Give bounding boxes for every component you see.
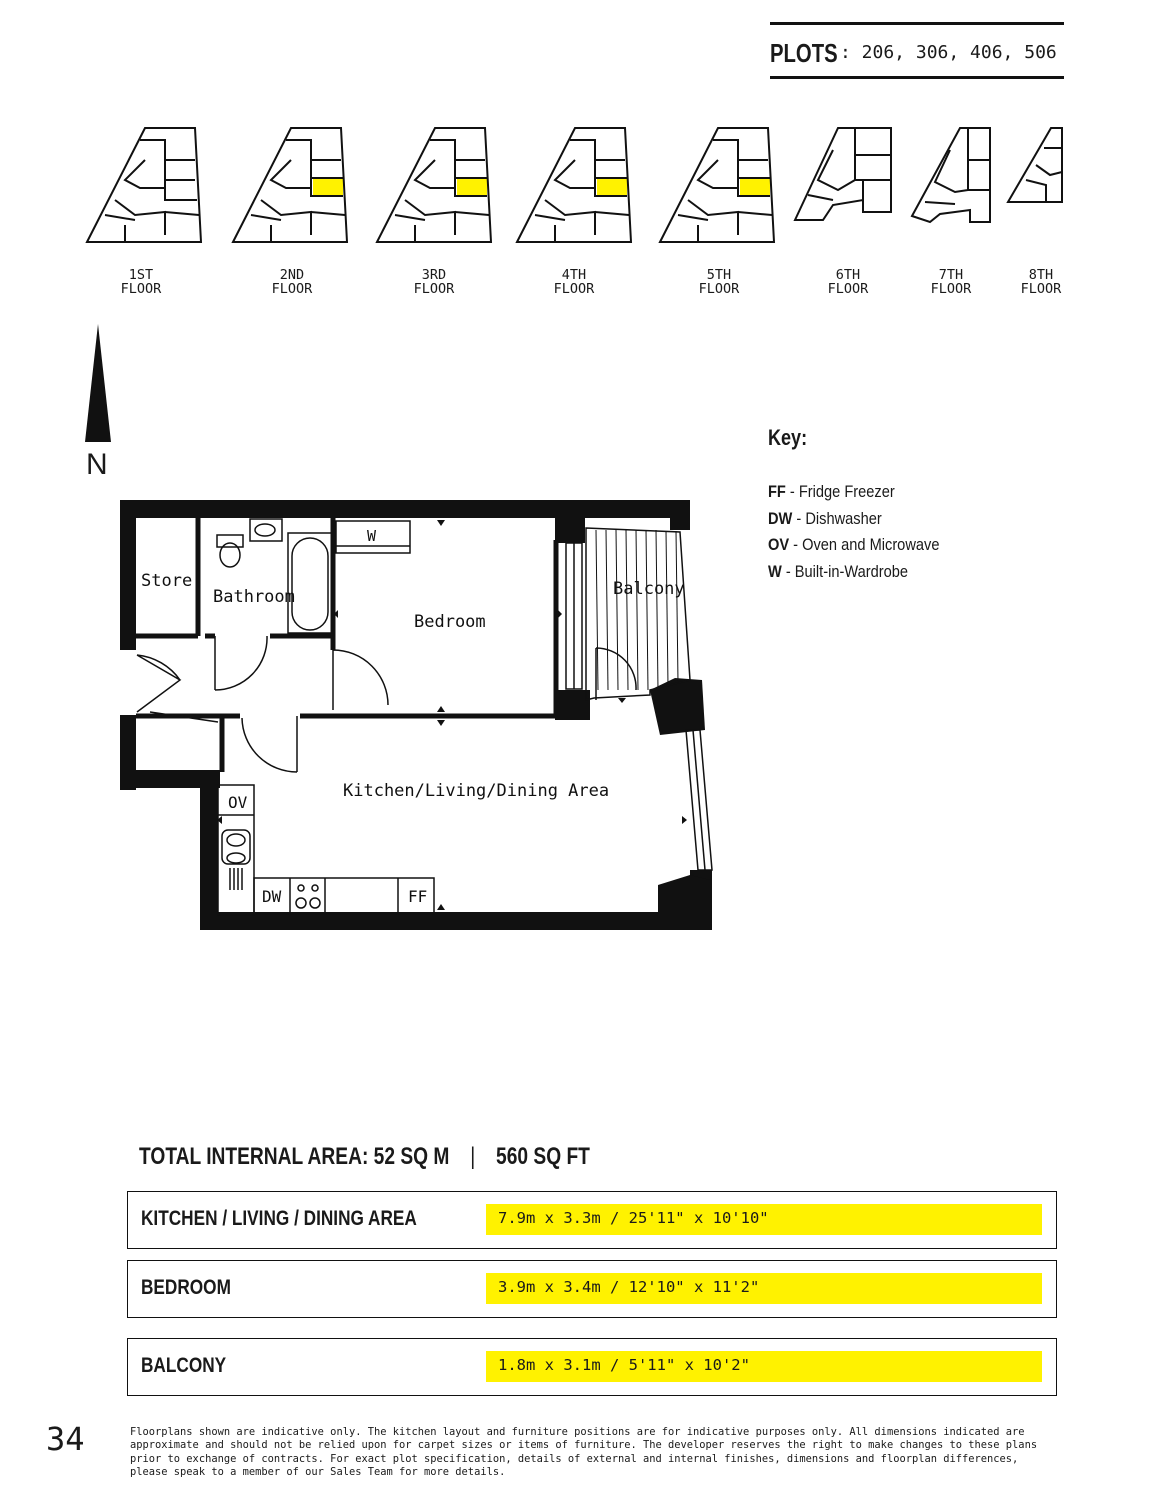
room-name: BALCONY [141,1354,227,1377]
floor-label-4: 4TH FLOOR [553,267,595,297]
room-label-bedroom: Bedroom [414,612,486,632]
north-label: N [86,448,108,481]
room-row-bedroom [127,1260,1057,1318]
floor-label-2: 2ND FLOOR [271,267,313,297]
room-dims: 3.9m x 3.4m / 12'10" x 11'2" [486,1273,1042,1304]
floor-label-8: 8TH FLOOR [1020,267,1062,297]
disclaimer: Floorplans shown are indicative only. The kitchen layout and furniture positions are for indicative purposes only. All dimensions indicated are approximate and should not be relied upon for carpet sizes or items of furniture. The developer reserves the right to make changes to these plans prior to exchange of contracts. For exact plot specification, details of external and internal finishes, dimensions and floorplan differences, please speak to a member of our Sales Team for more details. [130,1426,1038,1478]
floor-5-keyplan [658,120,776,248]
floor-label-5: 5TH FLOOR [698,267,740,297]
page-number: 34 [46,1420,85,1458]
oven-label: OV [228,793,248,812]
key-item: OV - Oven and Microwave [768,535,940,554]
room-label-bathroom: Bathroom [213,587,295,607]
room-name: BEDROOM [141,1276,231,1299]
floor-6-keyplan [793,120,893,230]
key-list [768,482,967,588]
room-dims: 1.8m x 3.1m / 5'11" x 10'2" [486,1351,1042,1382]
floor-label-7: 7TH FLOOR [930,267,972,297]
floor-label-3: 3RD FLOOR [413,267,455,297]
floor-1-keyplan [85,120,203,248]
key-title: Key: [768,425,808,450]
room-name: KITCHEN / LIVING / DINING AREA [141,1207,417,1230]
floor-2-keyplan [231,120,349,248]
floor-4-keyplan [515,120,633,248]
room-label-store: Store [141,571,193,591]
floor-label-1: 1ST FLOOR [120,267,162,297]
total-area: TOTAL INTERNAL AREA: 52 SQ M | 560 SQ FT [139,1143,590,1170]
room-row-balcony [127,1338,1057,1396]
key-item: DW - Dishwasher [768,508,882,528]
room-label-kitchen: Kitchen/Living/Dining Area [343,781,610,801]
floorplan [100,490,720,935]
floor-7-keyplan [910,120,994,230]
key-item: W - Built-in-Wardrobe [768,561,909,581]
floor-3-keyplan [375,120,493,248]
room-dims: 7.9m x 3.3m / 25'11" x 10'10" [486,1204,1042,1235]
key-item: FF - Fridge Freezer [768,482,895,501]
fridge-label: FF [408,887,428,906]
floor-8-keyplan [1006,120,1066,210]
room-row-kitchen [127,1191,1057,1249]
floor-label-6: 6TH FLOOR [827,267,869,297]
wardrobe-label: W [367,527,377,545]
dishwasher-label: DW [262,887,282,906]
plots-header [770,22,1064,79]
plots-label: PLOTS [770,38,838,68]
plots-values: : 206, 306, 406, 506 [840,42,1057,63]
north-arrow-icon [84,322,114,447]
room-label-balcony: Balcony [613,579,685,599]
